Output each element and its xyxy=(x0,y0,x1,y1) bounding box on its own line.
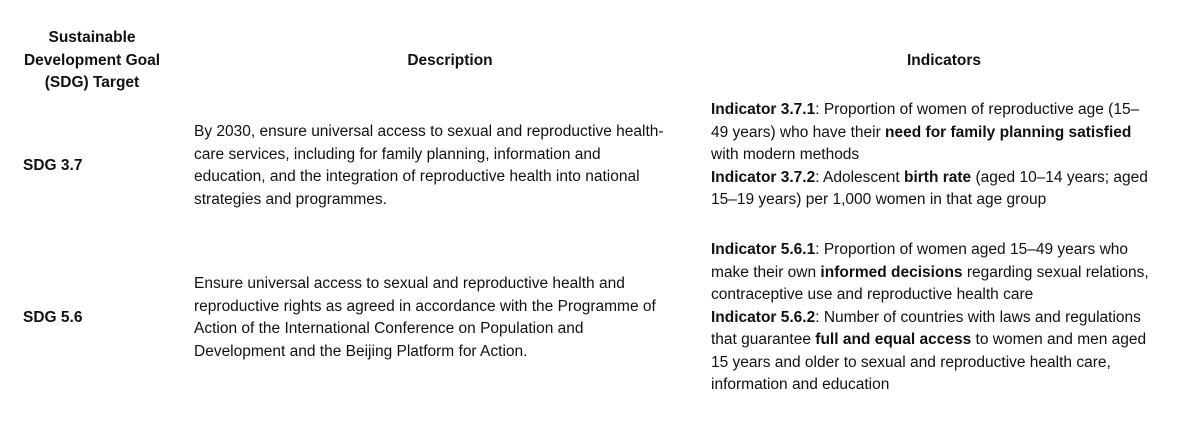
indicator-label: Indicator 3.7.2 xyxy=(711,168,816,186)
indicator-line xyxy=(711,144,1185,167)
indicator-text: to women and men aged xyxy=(971,331,1147,348)
header-target-line: Development Goal xyxy=(23,51,161,69)
description-line: strategies and programmes. xyxy=(194,190,387,208)
row-indicators xyxy=(711,99,1185,212)
indicator-text: that guarantee xyxy=(711,331,816,348)
row-target: SDG 5.6 xyxy=(23,309,83,326)
indicator-text: 49 years) who have their xyxy=(711,123,886,141)
indicator-emphasis: full and equal access xyxy=(815,331,972,348)
indicator-text: regarding sexual relations, xyxy=(962,263,1149,281)
indicator-line xyxy=(711,122,1185,145)
indicator-line xyxy=(711,307,1185,330)
indicator-label: Indicator 5.6.2 xyxy=(711,308,816,326)
indicator-block xyxy=(711,167,1185,212)
indicator-text: contraceptive use and reproductive health care xyxy=(711,286,1034,303)
description-line: Ensure universal access to sexual and reproductive health and xyxy=(194,275,625,292)
indicator-label: Indicator 5.6.1 xyxy=(711,241,816,258)
description-line: Development and the Beijing Platform for Action. xyxy=(194,342,528,360)
indicator-text: with modern methods xyxy=(711,146,860,163)
indicator-line xyxy=(711,284,1185,307)
description-line: By 2030, ensure universal access to sexual and reproductive health- xyxy=(194,123,664,140)
row-description xyxy=(194,121,706,211)
indicator-line xyxy=(711,167,1185,190)
description-line: education, and the integration of reproductive health into national xyxy=(194,168,640,185)
indicator-line xyxy=(711,329,1185,352)
indicator-text: 15–19 years) per 1,000 women in that age group xyxy=(711,191,1047,208)
description-line: Action of the International Conference on Population and xyxy=(194,320,584,337)
indicator-line xyxy=(711,99,1185,122)
indicator-line xyxy=(711,352,1185,375)
description-line: reproductive rights as agreed in accordance with the Programme of xyxy=(194,297,656,315)
indicator-emphasis: birth rate xyxy=(904,168,972,186)
indicator-text: (aged 10–14 years; aged xyxy=(971,168,1148,186)
row-target: SDG 3.7 xyxy=(23,157,83,174)
indicator-block xyxy=(711,307,1185,397)
indicator-text: : Proportion of women of reproductive age (15– xyxy=(815,101,1140,118)
indicator-text: make their own xyxy=(711,263,821,281)
indicator-line xyxy=(711,189,1185,212)
indicator-text: information and education xyxy=(711,376,890,393)
indicator-line xyxy=(711,262,1185,285)
description-line: care services, including for family planning, information and xyxy=(194,145,601,163)
row-indicators xyxy=(711,239,1185,397)
header-description: Description xyxy=(407,52,493,69)
indicator-block xyxy=(711,239,1185,307)
header-target-line: Sustainable xyxy=(48,29,136,46)
header-target xyxy=(22,27,162,95)
header-indicators: Indicators xyxy=(906,52,982,69)
indicator-text: : Adolescent xyxy=(815,168,904,186)
indicator-label: Indicator 3.7.1 xyxy=(711,101,816,118)
indicator-text: : Proportion of women aged 15–49 years who xyxy=(815,241,1129,258)
header-target-line: (SDG) Target xyxy=(44,74,140,91)
indicator-text: : Number of countries with laws and regulations xyxy=(815,308,1141,326)
row-description xyxy=(194,273,706,363)
indicator-emphasis: need for family planning satisfied xyxy=(885,123,1132,141)
indicator-line xyxy=(711,374,1185,397)
indicator-block xyxy=(711,99,1185,167)
indicator-emphasis: informed decisions xyxy=(820,263,963,281)
indicator-text: 15 years and older to sexual and reproductive health care, xyxy=(711,353,1111,371)
indicator-line xyxy=(711,239,1185,262)
